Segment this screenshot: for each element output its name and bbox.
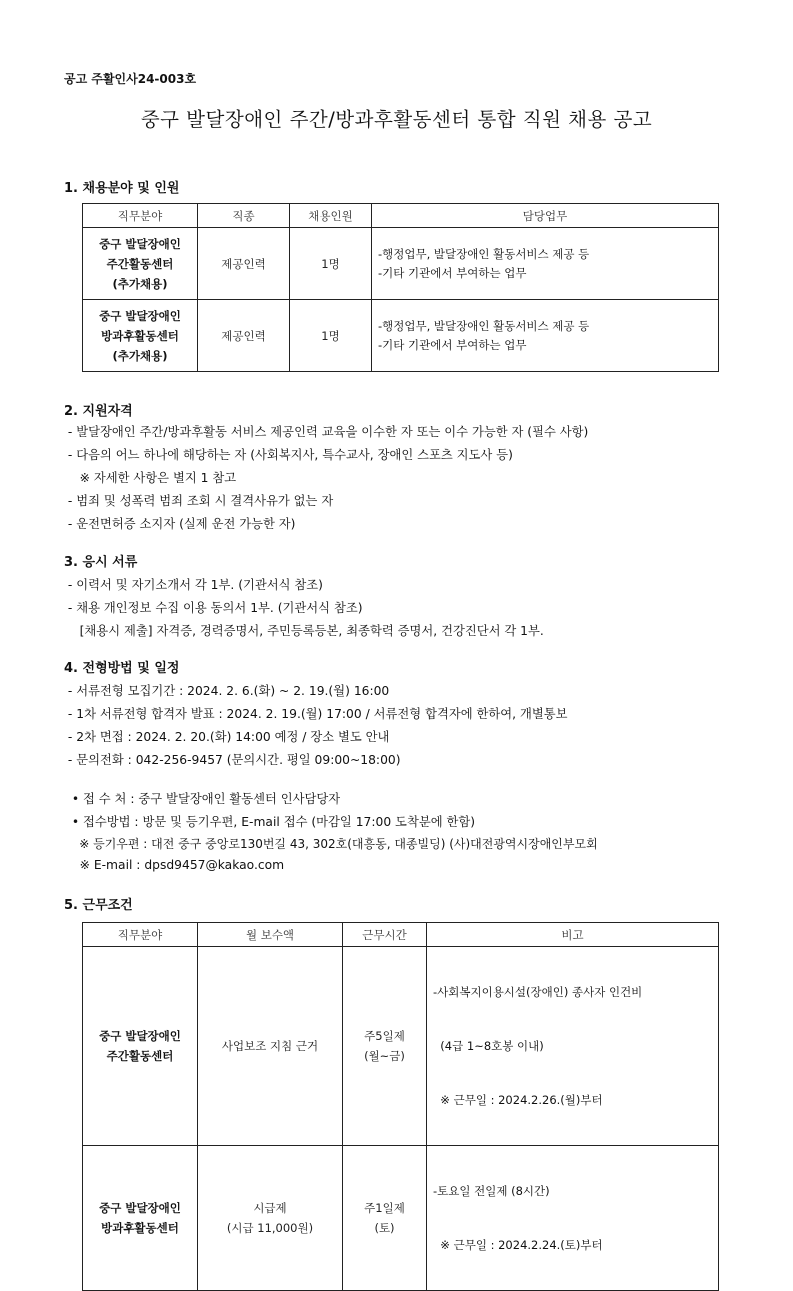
note-line: ※ 근무일 : 2024.2.24.(토)부터: [433, 1238, 603, 1252]
notes-cell: [427, 1146, 719, 1291]
hours-line: (토): [374, 1221, 395, 1235]
job-field-line: 중구 발달장애인: [99, 236, 181, 251]
job-type-cell: 제공인력: [198, 228, 290, 300]
job-field-cell: [83, 228, 198, 300]
page-title: 중구 발달장애인 주간/방과후활동센터 통합 직원 채용 공고: [140, 108, 653, 131]
duty-line: -기타 기관에서 부여하는 업무: [378, 337, 527, 352]
job-field-cell: [83, 947, 198, 1146]
section-1-title: 1. 채용분야 및 인원: [64, 181, 180, 196]
col-header: 월 보수액: [198, 923, 343, 947]
job-field-cell: [83, 1146, 198, 1291]
note-line: -사회복지이용시설(장애인) 종사자 인건비: [433, 985, 643, 999]
job-field-line: (추가채용): [112, 276, 168, 291]
recruit-table: [82, 203, 719, 372]
job-field-line: (추가채용): [112, 348, 168, 363]
section-2-title: 2. 지원자격: [64, 404, 133, 419]
qualification-line: - 범죄 및 성폭력 범죄 조회 시 결격사유가 없는 자: [64, 494, 334, 508]
schedule-line: - 1차 서류전형 합격자 발표 : 2024. 2. 19.(월) 17:00 / 서류전형 합격자에 한하여, 개별통보: [64, 707, 568, 721]
duty-line: -기타 기관에서 부여하는 업무: [378, 265, 527, 280]
headcount-cell: 1명: [290, 300, 372, 372]
col-header: 근무시간: [343, 923, 427, 947]
duty-line: -행정업무, 발달장애인 활동서비스 제공 등: [378, 318, 590, 333]
hours-line: 주1일제: [364, 1201, 405, 1215]
table-row: [83, 947, 719, 1146]
qualification-line: - 다음의 어느 하나에 해당하는 자 (사회복지사, 특수교사, 장애인 스포츠 지도사 등): [64, 448, 513, 462]
job-field-cell: [83, 300, 198, 372]
submission-note: ※ E-mail : dpsd9457@kakao.com: [64, 858, 285, 872]
job-field-line: 방과후활동센터: [101, 1221, 179, 1235]
qualification-line: - 발달장애인 주간/방과후활동 서비스 제공인력 교육을 이수한 자 또는 이수 가능한 자 (필수 사항): [64, 425, 589, 439]
pay-line: 사업보조 지침 근거: [221, 1039, 319, 1053]
document-line: - 이력서 및 자기소개서 각 1부. (기관서식 참조): [64, 578, 323, 592]
job-field-line: 중구 발달장애인: [99, 1201, 181, 1215]
document-line: - 채용 개인정보 수집 이용 동의서 1부. (기관서식 참조): [64, 601, 363, 615]
job-type-cell: 제공인력: [198, 300, 290, 372]
col-header: 담당업무: [372, 204, 719, 228]
note-line: -토요일 전일제 (8시간): [433, 1184, 550, 1198]
qualification-note: ※ 자세한 사항은 별지 1 참고: [64, 471, 237, 485]
qualification-line: - 운전면허증 소지자 (실제 운전 가능한 자): [64, 517, 296, 531]
pay-line: 시급제: [253, 1201, 287, 1215]
table-row: [83, 300, 719, 372]
job-field-line: 중구 발달장애인: [99, 308, 181, 323]
work-conditions-table: [82, 922, 719, 1291]
work-table-header: [83, 923, 719, 947]
schedule-line: - 문의전화 : 042-256-9457 (문의시간. 평일 09:00~18:00): [64, 753, 401, 767]
schedule-line: - 2차 면접 : 2024. 2. 20.(화) 14:00 예정 / 장소 별도 안내: [64, 730, 390, 744]
table-row: [83, 228, 719, 300]
notes-cell: [427, 947, 719, 1146]
job-field-line: 주간활동센터: [106, 256, 174, 271]
submission-note: ※ 등기우편 : 대전 중구 중앙로130번길 43, 302호(대흥동, 대종빌딩) (사)대전광역시장애인부모회: [64, 837, 598, 851]
col-header: 채용인원: [290, 204, 372, 228]
job-field-line: 주간활동센터: [106, 1049, 174, 1063]
document-note: [채용시 제출] 자격증, 경력증명서, 주민등록등본, 최종학력 증명서, 건강진단서 각 1부.: [64, 624, 544, 638]
pay-cell: [198, 1146, 343, 1291]
hours-cell: [343, 1146, 427, 1291]
col-header: 직무분야: [83, 923, 198, 947]
pay-cell: [198, 947, 343, 1146]
section-3-title: 3. 응시 서류: [64, 555, 138, 570]
schedule-line: - 서류전형 모집기간 : 2024. 2. 6.(화) ~ 2. 19.(월) 16:00: [64, 684, 390, 698]
recruit-table-header: [83, 204, 719, 228]
note-line: (4급 1~8호봉 이내): [433, 1039, 544, 1053]
submission-line: • 접수방법 : 방문 및 등기우편, E-mail 접수 (마감일 17:00 도착분에 한함): [64, 815, 476, 829]
col-header: 직무분야: [83, 204, 198, 228]
hours-line: 주5일제: [364, 1029, 405, 1043]
duties-cell: [372, 300, 719, 372]
headcount-cell: 1명: [290, 228, 372, 300]
hours-line: (월~금): [364, 1049, 405, 1063]
hours-cell: [343, 947, 427, 1146]
table-row: [83, 1146, 719, 1291]
job-field-line: 중구 발달장애인: [99, 1029, 181, 1043]
notice-number: 공고 주활인사24-003호: [64, 72, 197, 86]
duty-line: -행정업무, 발달장애인 활동서비스 제공 등: [378, 246, 590, 261]
submission-line: • 접 수 처 : 중구 발달장애인 활동센터 인사담당자: [64, 792, 341, 806]
pay-line: (시급 11,000원): [226, 1221, 314, 1235]
job-field-line: 방과후활동센터: [101, 328, 179, 343]
col-header: 직종: [198, 204, 290, 228]
section-4-title: 4. 전형방법 및 일정: [64, 661, 180, 676]
note-line: ※ 근무일 : 2024.2.26.(월)부터: [433, 1093, 603, 1107]
duties-cell: [372, 228, 719, 300]
section-5-title: 5. 근무조건: [64, 898, 133, 913]
col-header: 비고: [427, 923, 719, 947]
